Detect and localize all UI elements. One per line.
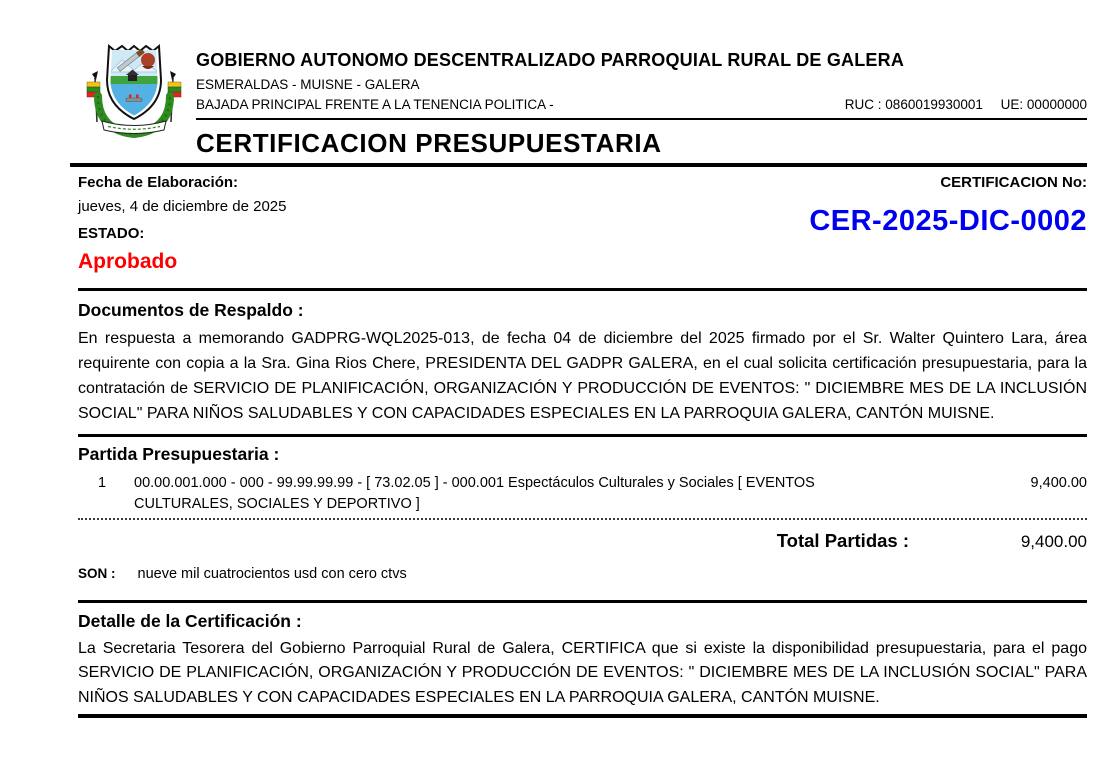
banner-ribbon: [102, 121, 166, 134]
dotted-divider: [78, 518, 1087, 520]
total-row: [78, 530, 1087, 552]
document-header: [196, 50, 1087, 159]
detalle-certificacion-heading: Detalle de la Certificación :: [78, 610, 302, 631]
municipal-coat-of-arms-logo: [82, 38, 186, 142]
section-divider: [78, 434, 1087, 437]
info-section: [78, 172, 1087, 274]
shield: [107, 46, 161, 119]
amount-in-words-row: [78, 566, 1087, 582]
header-divider: [70, 163, 1087, 167]
ue-value: UE: 00000000: [1000, 97, 1087, 112]
fecha-elaboracion-label: Fecha de Elaboración:: [78, 174, 239, 191]
partida-presupuestaria-heading: Partida Presupuestaria :: [78, 444, 280, 464]
section-divider: [78, 600, 1087, 603]
bottom-divider: [78, 714, 1087, 718]
partida-description: 00.00.001.000 - 000 - 99.99.99.99 - [ 73.02.05 ] - 000.001 Espectáculos Culturales y Sociales [ EVENTOS CULTURALES, SOCIALES Y DEPORTIVO ]: [134, 475, 815, 512]
coat-of-arms-icon: [82, 38, 186, 142]
info-right: [809, 172, 1087, 274]
section-divider: [78, 288, 1087, 291]
ruc-line: [845, 97, 1087, 112]
table-row: [78, 473, 1087, 515]
org-name: GOBIERNO AUTONOMO DESCENTRALIZADO PARROQUIAL RURAL DE GALERA: [196, 50, 905, 70]
fecha-elaboracion-value: jueves, 4 de diciembre de 2025: [78, 198, 287, 215]
son-label: SON :: [78, 566, 116, 581]
total-partidas-value: 9,400.00: [1020, 532, 1087, 551]
page-title: CERTIFICACION PRESUPUESTARIA: [196, 128, 662, 158]
partida-row-number: 1: [98, 475, 107, 491]
estado-label: ESTADO:: [78, 225, 145, 242]
total-partidas-label: Total Partidas :: [776, 530, 909, 551]
org-location: ESMERALDAS - MUISNE - GALERA: [196, 77, 420, 92]
document-body: [78, 172, 1087, 718]
info-left: [78, 172, 286, 274]
partida-amount: 9,400.00: [1030, 475, 1087, 491]
documentos-respaldo-body: En respuesta a memorando GADPRG-WQL2025-013, de fecha 04 de diciembre del 2025 firmado por el Sr. Walter Quintero Lara, área requirente con copia a la Sra. Gina Rios Chere, PRESIDENTA DEL GADPR GALERA, en el cual solicita certificación presupuestaria, para la contratación de SERVICIO DE PLANIFICACIÓN, ORGANIZACIÓN Y PRODUCCIÓN DE EVENTOS: " DICIEMBRE MES DE LA INCLUSIÓN SOCIAL" PARA NIÑOS SALUDABLES Y CON CAPACIDADES ESPECIALES EN LA PARROQUIA GALERA, CANTÓN MUISNE.: [78, 330, 1087, 422]
documentos-respaldo-heading: Documentos de Respaldo :: [78, 300, 304, 320]
amount-in-words: nueve mil cuatrocientos usd con cero ctvs: [137, 566, 407, 582]
org-address: BAJADA PRINCIPAL FRENTE A LA TENENCIA POLITICA -: [196, 97, 554, 112]
ruc-value: RUC : 0860019930001: [844, 97, 983, 112]
detalle-certificacion-body: La Secretaria Tesorera del Gobierno Parroquial Rural de Galera, CERTIFICA que si existe la disponibilidad presupuestaria, para el pago SERVICIO DE PLANIFICACIÓN, ORGANIZACIÓN Y PRODUCCIÓN DE EVENTOS: " DICIEMBRE MES DE LA INCLUSIÓN SOCIAL" PARA NIÑOS SALUDABLES Y CON CAPACIDADES ESPECIALES EN LA PARROQUIA GALERA, CANTÓN MUISNE.: [78, 639, 1087, 706]
certification-number: CER-2025-DIC-0002: [809, 205, 1087, 237]
status-badge: Aprobado: [78, 250, 178, 273]
address-row: [196, 97, 1087, 120]
certification-no-label: CERTIFICACION No:: [940, 174, 1087, 191]
